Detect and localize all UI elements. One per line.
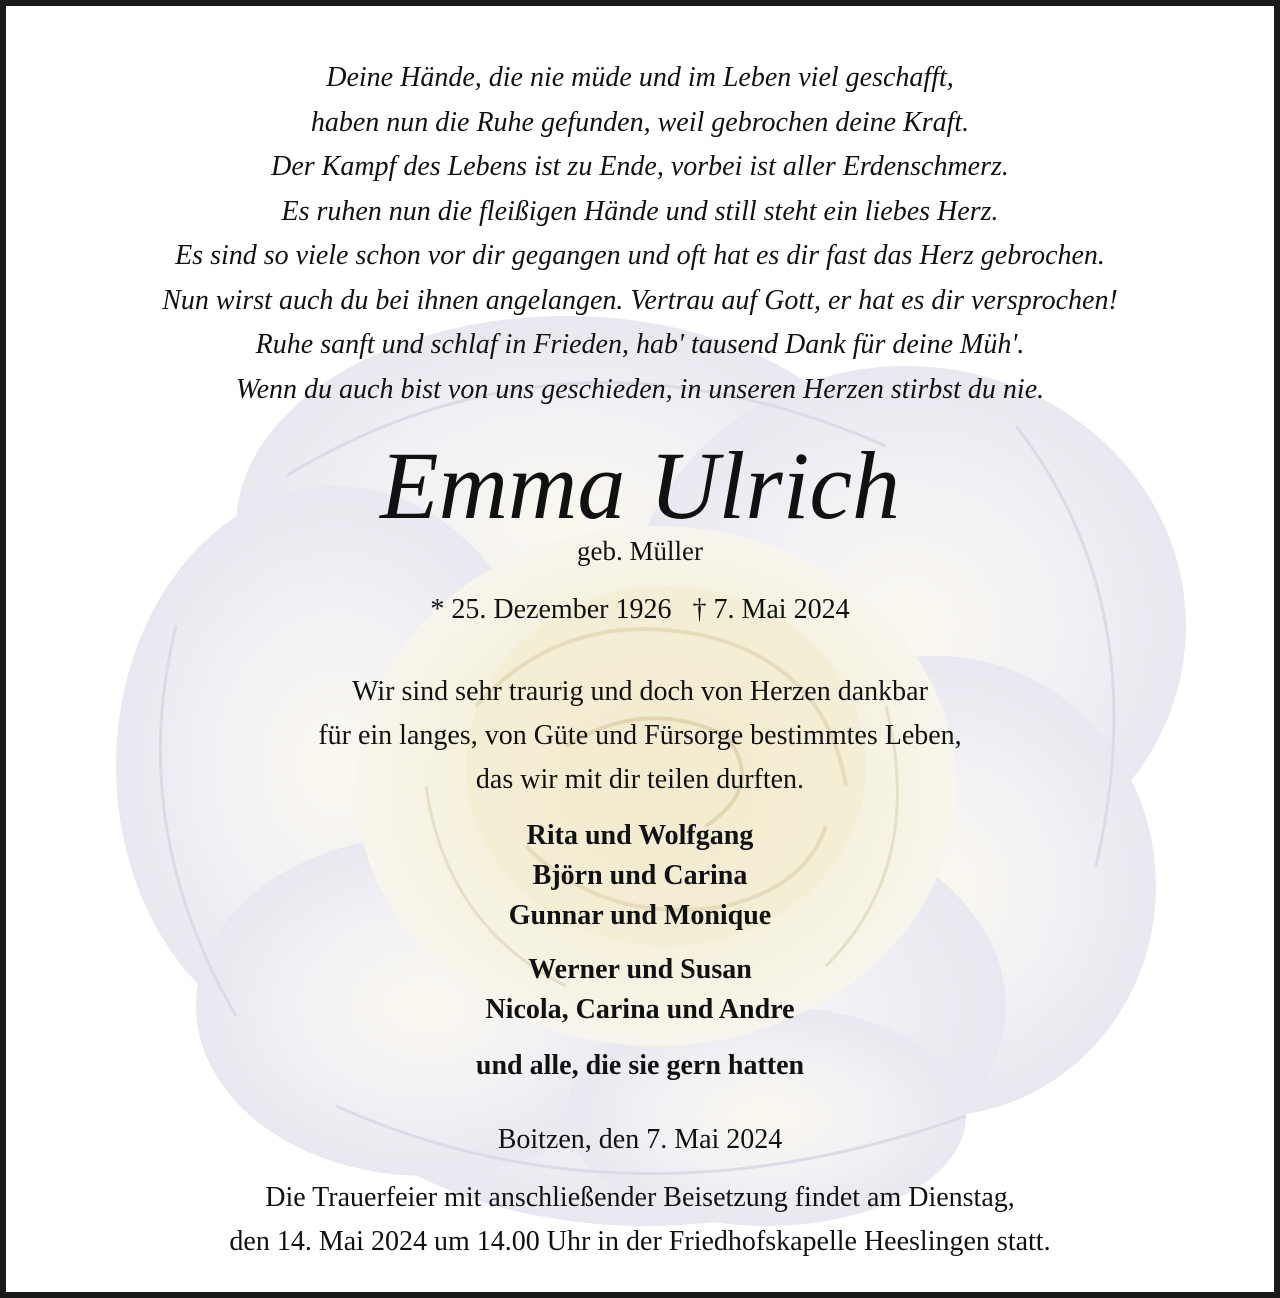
poem [26,56,1254,412]
mourning-message [6,670,1274,802]
poem-line: Der Kampf des Lebens ist zu Ende, vorbei ist aller Erdenschmerz. [271,151,1009,182]
poem-line: Nun wirst auch du bei ihnen angelangen. Vertrau auf Gott, er hat es dir versprochen! [162,284,1118,316]
message-line: für ein langes, von Güte und Fürsorge bestimmtes Leben, [318,720,962,751]
mourner-name: Gunnar und Monique [508,900,772,931]
place-and-date: Boitzen, den 7. Mai 2024 [497,1124,783,1155]
poem-line: Ruhe sanft und schlaf in Frieden, hab' tausend Dank für deine Müh'. [255,329,1025,360]
notice-text [6,6,1274,1292]
life-dates [6,590,1274,630]
ceremony-line: den 14. Mai 2024 um 14.00 Uhr in der Friedhofskapelle Heeslingen statt. [229,1226,1051,1257]
mourners-group-1 [6,816,1274,936]
poem-line: haben nun die Ruhe gefunden, weil gebrochen deine Kraft. [310,106,970,138]
mourner-name: Werner und Susan [528,954,752,985]
birth-date: * 25. Dezember 1926 [430,594,672,625]
deceased-name: Emma Ulrich [380,432,900,539]
ceremony-line: Die Trauerfeier mit anschließender Beisetzung findet am Dienstag, [265,1182,1015,1213]
mourner-name: Björn und Carina [532,860,748,891]
death-date: † 7. Mai 2024 [692,594,850,625]
poem-line: Es sind so viele schon vor dir gegangen und oft hat es dir fast das Herz gebrochen. [175,240,1105,271]
mourner-name: Nicola, Carina und Andre [485,994,795,1025]
poem-line: Wenn du auch bist von uns geschieden, in unseren Herzen stirbst du nie. [235,373,1045,405]
mourner-closing: und alle, die sie gern hatten [475,1050,805,1081]
mourner-name: Rita und Wolfgang [526,820,754,851]
funeral-announcement [6,1176,1274,1264]
birth-name: geb. Müller [577,536,703,566]
poem-line: Deine Hände, die nie müde und im Leben viel geschafft, [326,62,954,93]
message-line: das wir mit dir teilen durften. [475,764,805,795]
mourners-group-2 [6,950,1274,1030]
message-line: Wir sind sehr traurig und doch von Herzen dankbar [352,676,928,707]
poem-line: Es ruhen nun die fleißigen Hände und still steht ein liebes Herz. [281,195,999,227]
mourners-group-3 [6,1046,1274,1086]
